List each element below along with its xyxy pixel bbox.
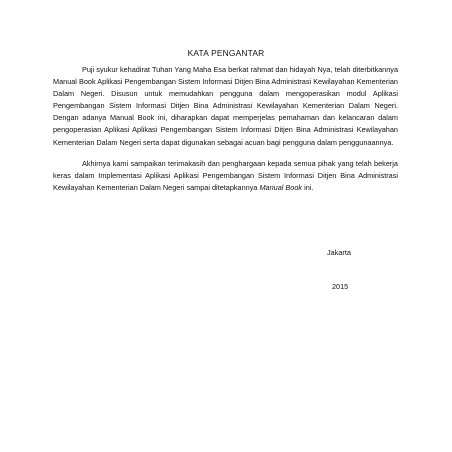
paragraph-closing-text-start: Akhirnya kami sampaikan terimakasih dan penghargaan kepada semua pihak yang telah bekerja keras dalam Implementasi Aplikasi Aplikasi Pengembangan Sistem Informasi Ditjen Bina Administrasi Kewilayahan Kementerian Dalam Negeri sampai ditetapkannya: [53, 159, 398, 193]
paragraph-closing-text-end: ini.: [302, 183, 314, 193]
signature-place: Jakarta: [327, 248, 351, 257]
manual-book-emphasis: Manual Book: [259, 183, 303, 193]
paragraph-closing: [53, 158, 398, 194]
paragraph-intro-text: Puji syukur kehadirat Tuhan Yang Maha Esa berkat rahmat dan hidayah Nya, telah diterbitkannya Manual Book Aplikasi Pengembangan Sistem Informasi Ditjen Bina Administrasi Kewilayahan Kementerian Dalam Negeri. Disusun untuk memudahkan pengguna dalam mengoperasikan modul Aplikasi Pengembangan Sistem Informasi Ditjen Bina Administrasi Kewilayahan Kementerian Dalam Negeri. Dengan adanya Manual Book ini, diharapkan dapat memperjelas pemahaman dan kelancaran dalam pengoperasian Aplikasi Aplikasi Pengembangan Sistem Informasi Ditjen Bina Administrasi Kewilayahan Kementerian Dalam Negeri serta dapat digunakan sebagai acuan bagi pengguna dalam penggunaannya.: [53, 65, 398, 147]
paragraph-intro: [53, 64, 398, 149]
signature-year: 2015: [332, 282, 349, 291]
page-title: KATA PENGANTAR: [187, 48, 265, 58]
